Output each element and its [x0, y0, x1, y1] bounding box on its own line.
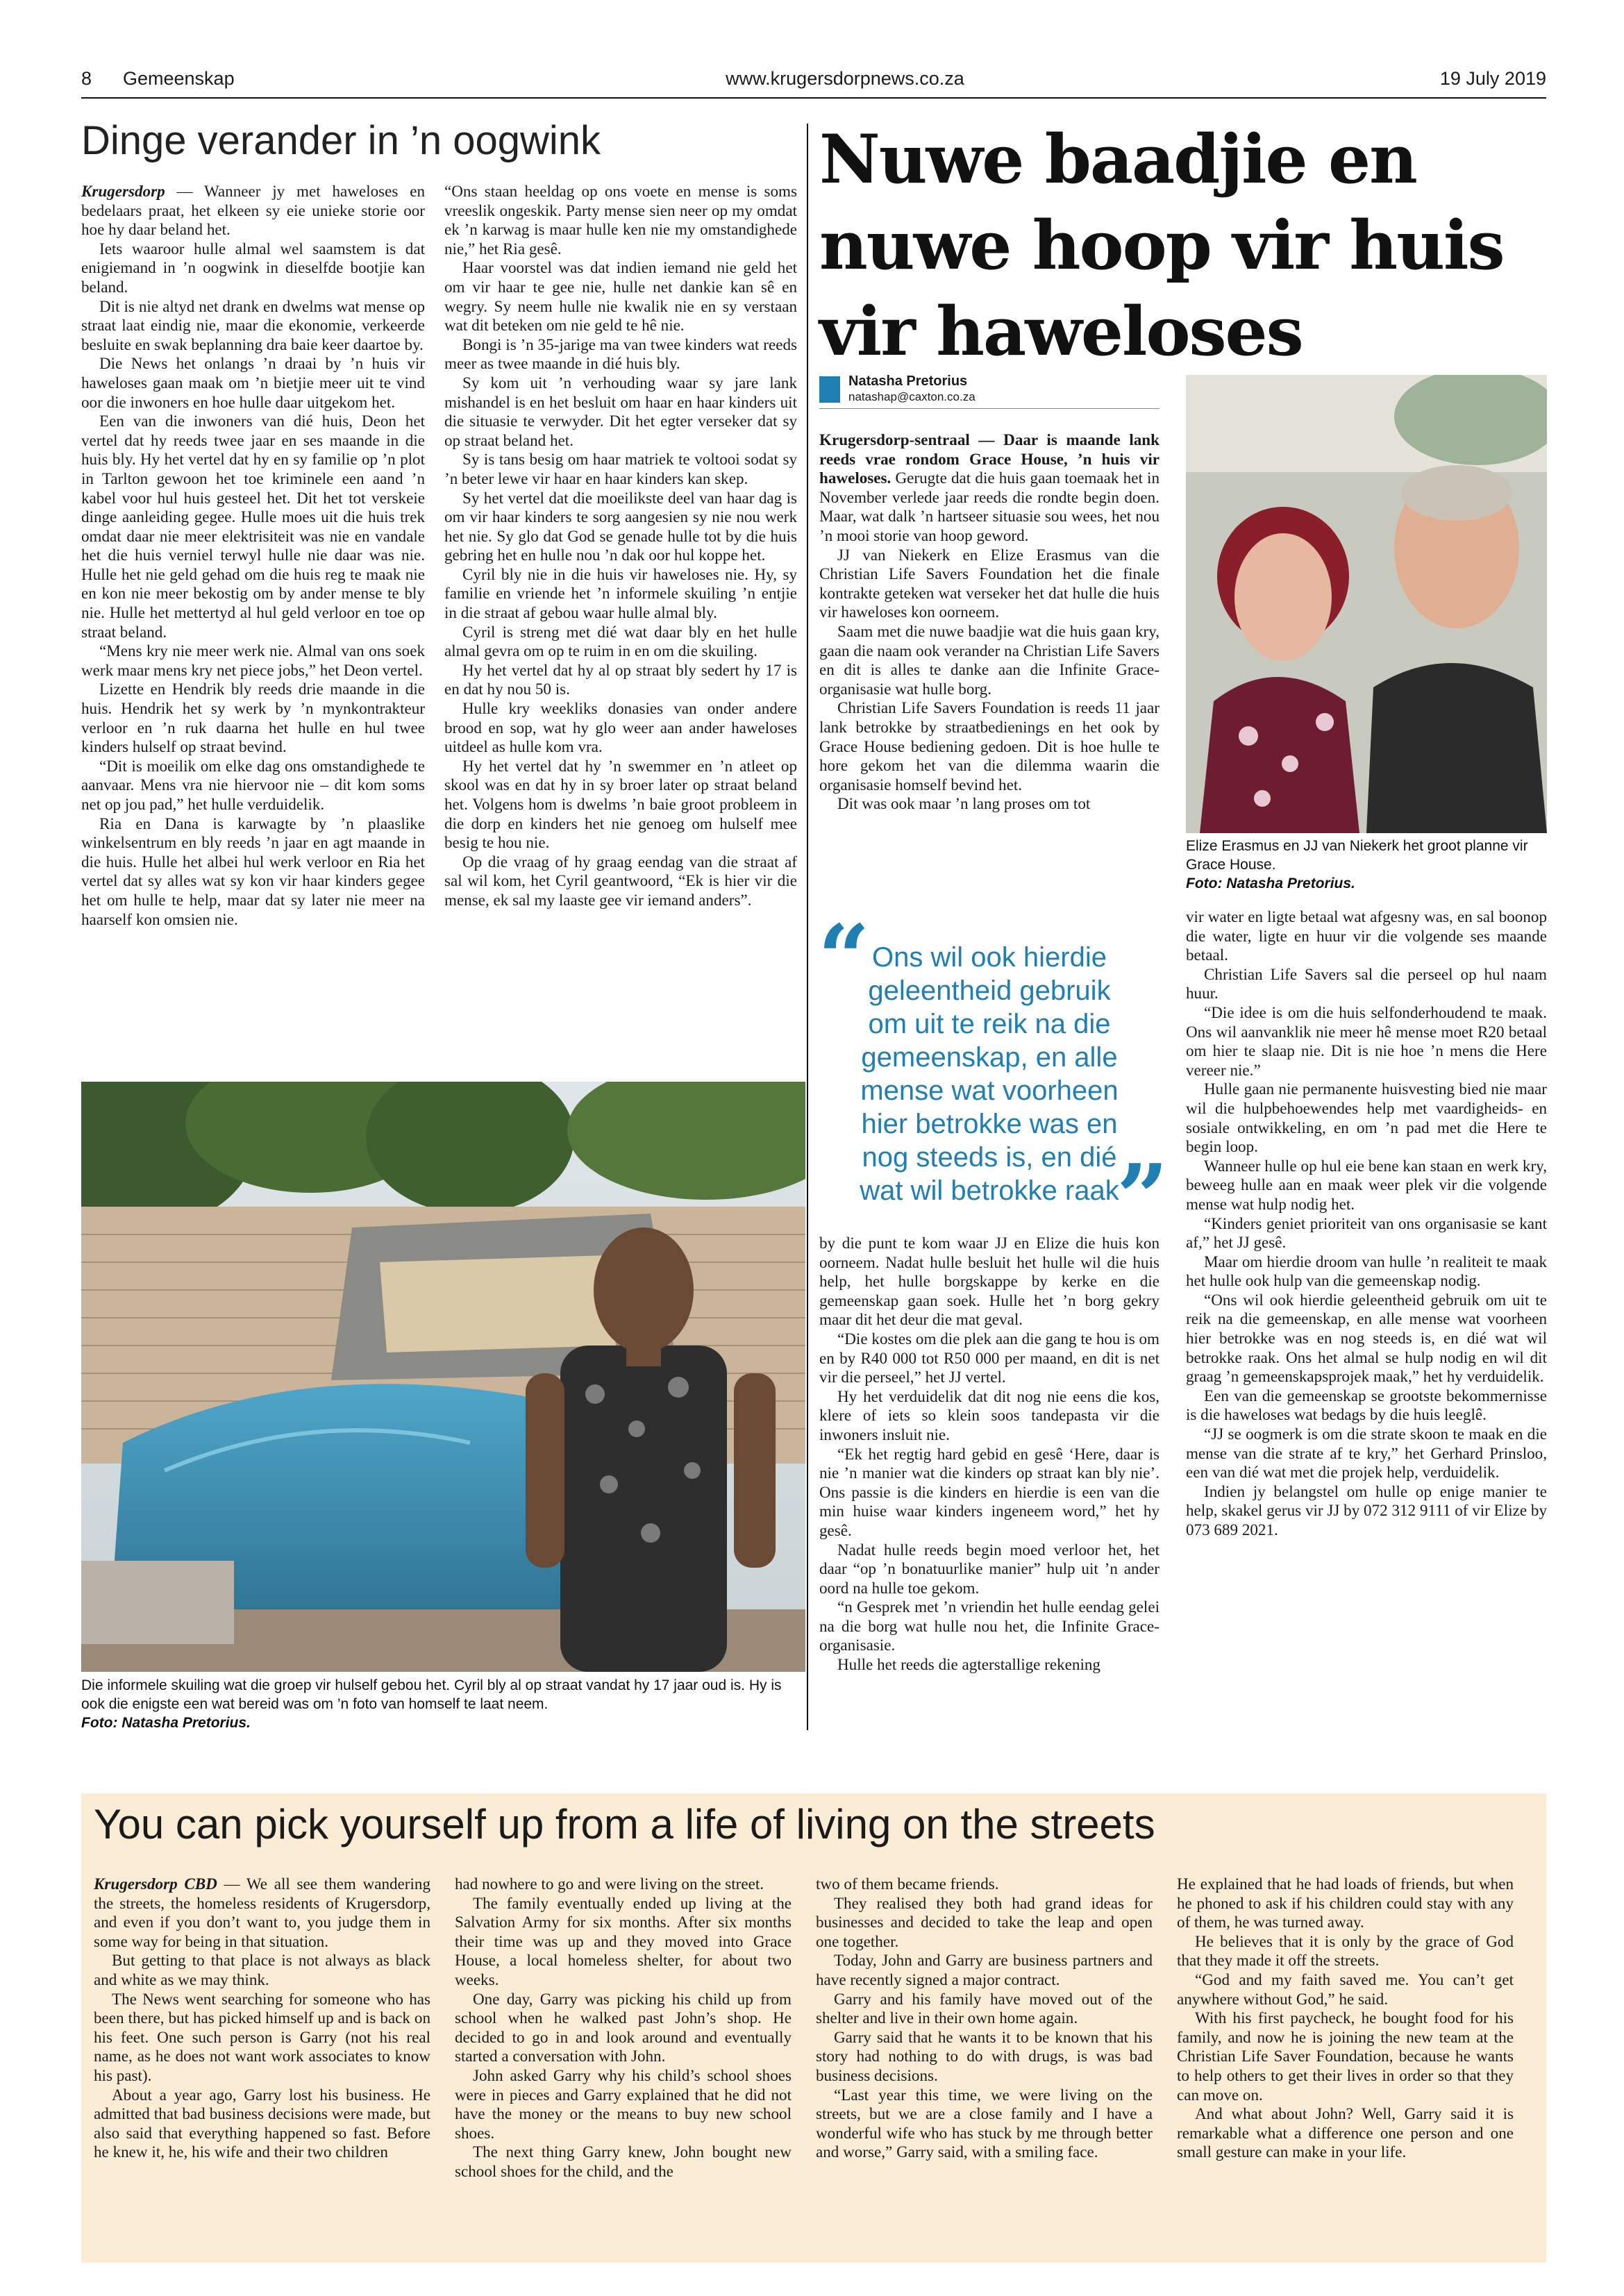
paragraph-text: John asked Garry why his child’s school shoes were in pieces and Garry explained that he did not have the money or the means to buy new school shoes. [455, 2065, 792, 2142]
paragraph-text: “Die kostes om die plek aan die gang te hou is om en by R40 000 tot R50 000 per maand, en dit is net vir die perseel,” het JJ vertel. [819, 1329, 1160, 1386]
paragraph [81, 757, 425, 814]
paragraph-text: Hy het vertel dat hy al op straat bly sedert hy 17 is en dat hy nou 50 is. [444, 660, 797, 698]
paragraph-text: Indien jy belangstel om hulle op enige manier te help, skakel gerus vir JJ by 072 312 9111 of vir Elize by 073 689 2021. [1186, 1482, 1547, 1539]
paragraph [455, 2143, 792, 2181]
right-article-column-b [1186, 907, 1547, 1737]
headline-line-1: Nuwe baadjie en [819, 120, 1416, 199]
paragraph-text: Saam met die nuwe baadjie wat die huis gaan kry, gaan die naam ook verander na Christian Life Savers en dit is alles te danke aan die Infinite Grace-organisasie wat hulle borg. [819, 621, 1160, 698]
paragraph-text: Garry and his family have moved out of the shelter and live in their own home again. [816, 1989, 1153, 2027]
section-name: Gemeenskap [123, 68, 235, 89]
paragraph [816, 2086, 1153, 2162]
paragraph [444, 853, 797, 910]
paragraph-text: Christian Life Savers Foundation is reeds 11 jaar lank betrokke by straatbedienings en het ook by Grace House bediening gedoen. Dit is hoe hulle te hore gekom het van die dilemma waarin die organisasie homself bevind het. [819, 698, 1160, 794]
paragraph-text: Haar voorstel was dat indien iemand nie geld het om vir haar te gee nie, hulle net dankie kan sê en wegry. Sy neem hulle nie kwalik nie en sy verstaan wat dit beteken om nie geld te hê nie. [444, 258, 797, 335]
paragraph-text: Christian Life Savers sal die perseel op hul naam huur. [1186, 964, 1547, 1003]
paragraph-text: Cyril bly nie in die huis vir haweloses nie. Hy, sy familie en vriende het ’n informele skuiling ’n entjie in die straat af gebou waar hulle almal bly. [444, 564, 797, 622]
couple-photo-image [1186, 375, 1547, 833]
paragraph [819, 1655, 1160, 1675]
paragraph-text: “Mens kry nie meer werk nie. Almal van ons soek werk maar mens kry net piece jobs,” het Deon vertel. [81, 642, 425, 679]
paragraph-text: Die News het onlangs ’n draai by ’n huis vir haweloses gaan maak om ’n bietjie meer uit te vind oor die inwoners en hoe hulle daar uitgekom het. [81, 354, 425, 411]
byline-square-icon [819, 376, 840, 403]
paragraph-text: Op die vraag of hy graag eendag van die straat af sal wil kom, het Cyril geantwoord, “Ek is hier vir die mense, ek sal my laaste gee vir iemand anders”. [444, 852, 797, 909]
paragraph [455, 1875, 792, 1894]
paragraph-lead: Krugersdorp-sentraal — Daar is maande lank reeds vrae rondom Grace House, ’n huis vir haweloses. [819, 430, 1160, 487]
paragraph-text: Hulle het reeds die agterstallige rekening [837, 1655, 1100, 1674]
paragraph [819, 698, 1160, 794]
paragraph [444, 757, 797, 853]
shelter-photo [81, 1082, 805, 1672]
paragraph [1186, 1080, 1547, 1156]
paragraph [1186, 1214, 1547, 1252]
header-rule [81, 97, 1546, 99]
paragraph-text: But getting to that place is not always as black and white as we may think. [94, 1951, 430, 1988]
close-quote-icon: ” [1116, 1144, 1169, 1250]
right-article-column-a-lower [819, 1234, 1160, 1735]
paragraph [819, 546, 1160, 622]
paragraph-text: “Ons wil ook hierdie geleentheid gebruik om uit te reik na die gemeenskap, en alle mense wat voorheen hier betrokke was en nog steeds is, en dié wat wil betrokke raak. Ons het almal se hulp nodig en wil dit graag ’n gemeenskapsprojek maak,” het hy verduidelik. [1186, 1290, 1547, 1386]
paragraph [455, 1990, 792, 2066]
open-quote-icon: “ [818, 905, 870, 1011]
paragraph-text: Dit is nie altyd net drank en dwelms wat mense op straat laat eindig nie, maar die ekonomie, verkeerde besluite en swak beplanning dra baie keer daartoe by. [81, 296, 425, 353]
paragraph [444, 489, 797, 565]
paragraph [444, 623, 797, 661]
paragraph-text: Hy het vertel dat hy ’n swemmer en ’n atleet op skool was en dat hy in sy broer later op straat beland het. Volgens hom is dwelms ’n baie groot probleem in die dorp en kinders het nie genoeg om hulself mee besig te hou nie. [444, 756, 797, 852]
paragraph-text: two of them became friends. [816, 1875, 999, 1893]
column-divider [807, 124, 808, 1730]
paragraph-text: Gerugte dat die huis gaan toemaak het in November verlede jaar reeds die rondte begin doen. Maar, wat dalk ’n hartseer situasie sou wees, het nou ’n mooi storie van hoop geword. [819, 469, 1160, 544]
paragraph-text: The next thing Garry knew, John bought new school shoes for the child, and the [455, 2143, 792, 2180]
paragraph [444, 450, 797, 488]
paragraph-text: “Dit is moeilik om elke dag ons omstandighede te aanvaar. Mens vra nie hiervoor nie – dit kom soms net op jou pad,” het hulle verduidelik. [81, 756, 425, 813]
couple-photo-caption-text: Elize Erasmus en JJ van Niekerk het groot planne vir Grace House. [1186, 838, 1528, 873]
paragraph-text: “n Gesprek met ’n vriendin het hulle eendag gelei na die borg wat hulle nou het, die Infinite Grace-organisasie. [819, 1598, 1160, 1654]
paragraph [444, 699, 797, 757]
paragraph [1186, 1291, 1547, 1386]
paragraph-text: — Wanneer jy met haweloses en bedelaars praat, het elkeen sy eie unieke storie oor hoe hy daar beland het. [81, 182, 425, 239]
paragraph-text: “Ons staan heeldag op ons voete en mense is soms vreeslik ongeskik. Party mense sien neer op my omdat ek ’n karwag is maar hulle ken nie my omstandighede nie,” het Ria gesê. [444, 182, 797, 258]
paragraph [444, 661, 797, 699]
paragraph-text: “Last year this time, we were living on the streets, but we are a close family and I have a wonderful wife who has stuck by me through better and worse,” Garry said, with a smiling face. [816, 2085, 1153, 2161]
paragraph-text: Lizette en Hendrik bly reeds drie maande in die huis. Hendrik het sy werk by ’n mynkontrakteur verloor en ’n ruk daarna het hulle en hul twee kinders hulself op straat bevind. [81, 680, 425, 756]
paragraph [816, 1875, 1153, 1894]
couple-photo [1186, 375, 1547, 833]
paragraph-text: And what about John? Well, Garry said it is remarkable what a difference one person and one small gesture can make in your life. [1177, 2104, 1514, 2161]
paragraph [816, 1951, 1153, 1989]
paragraph [1186, 907, 1547, 965]
paragraph-text: vir water en ligte betaal wat afgesny was, en sal boonop die water, ligte en huur vir die volgende ses maande betaal. [1186, 907, 1547, 964]
bottom-article-column-3 [816, 1875, 1153, 2261]
paragraph [81, 680, 425, 756]
paragraph [81, 642, 425, 680]
paragraph [81, 182, 425, 240]
paragraph [94, 2086, 430, 2162]
paragraph [819, 1541, 1160, 1598]
paragraph [81, 240, 425, 297]
right-article-headline [819, 117, 1548, 375]
shelter-photo-credit: Foto: Natasha Pretorius. [81, 1715, 251, 1731]
paragraph-text: He believes that it is only by the grace of God that they made it off the streets. [1177, 1932, 1514, 1970]
paragraph-text: Maar om hierdie droom van hulle ’n realiteit te maak het hulle ook hulp van die gemeenskap nodig. [1186, 1252, 1547, 1290]
paragraph [1177, 1932, 1514, 1970]
paragraph-text: Sy kom uit ’n verhouding waar sy jare lank mishandel is en het besluit om haar en haar kinders uit die situasie te verwyder. Dit het egter verseker dat sy op straat beland het. [444, 373, 797, 449]
paragraph-text: Nadat hulle reeds begin moed verloor het, het daar “op ’n bonatuurlike manier” hulp uit ’n ander oord na hulle toe gekom. [819, 1540, 1160, 1597]
paragraph-text: Dit was ook maar ’n lang proses om tot [837, 794, 1091, 813]
paragraph [455, 1894, 792, 1990]
paragraph-text: “Die idee is om die huis selfonderhoudend te maak. Ons wil aanvanklik nie meer hê mense moet R20 betaal om hier te slaap nie. Dit is nie hoe ’n mens die Here vereer nie.” [1186, 1003, 1547, 1079]
paragraph-text: Cyril is streng met dié wat daar bly en het hulle almal gevra om op te ruim in en om die skuiling. [444, 622, 797, 660]
paragraph [94, 1990, 430, 2086]
shelter-photo-caption-text: Die informele skuiling wat die groep vir hulself gebou het. Cyril bly al op straat vandat hy 17 jaar oud is. Hy is ook die enigste een wat bereid was om ’n foto van homself te laat neem. [81, 1677, 782, 1712]
paragraph [94, 1875, 430, 1951]
paragraph-lead: Krugersdorp [81, 182, 165, 200]
paragraph-text: Iets waaroor hulle almal wel saamstem is dat enigiemand in ’n oogwink in dieselfde bootjie kan beland. [81, 239, 425, 296]
paragraph [1186, 1157, 1547, 1214]
paragraph [444, 258, 797, 335]
paragraph [444, 374, 797, 450]
paragraph [1177, 2104, 1514, 2162]
paragraph-text: “Kinders geniet prioriteit van ons organisasie se kant af,” het JJ gesê. [1186, 1214, 1547, 1252]
couple-photo-caption [1186, 837, 1547, 893]
right-article-column-a-upper [819, 430, 1160, 910]
paragraph [819, 430, 1160, 546]
paragraph [444, 335, 797, 374]
page-header [81, 64, 1546, 94]
paragraph-text: by die punt te kom waar JJ en Elize die huis kon oorneem. Nadat hulle besluit het hulle wil die huis help, het hulle borgskappe by kerke en die gemeenskap gaan soek. Hulle het ’n borg gekry maar dit het deur die mat geval. [819, 1234, 1160, 1329]
paragraph-text: Hulle kry weekliks donasies van onder andere brood en sop, wat hy glo weer aan ander haweloses uitdeel as hulle kom vra. [444, 699, 797, 756]
paragraph [819, 1387, 1160, 1445]
left-article-headline: Dinge verander in ’n oogwink [81, 118, 601, 163]
issue-date: 19 July 2019 [1439, 68, 1546, 89]
shelter-photo-image [81, 1082, 805, 1672]
left-article-column-1 [81, 182, 425, 1071]
paragraph [819, 1598, 1160, 1655]
paragraph [819, 1445, 1160, 1541]
paragraph-lead: Krugersdorp CBD [94, 1875, 217, 1893]
paragraph-text: The News went searching for someone who has been there, but has picked himself up and is back on his feet. One such person is Garry (not his real name, as he does not want work associates to know his past). [94, 1989, 430, 2084]
paragraph-text: “JJ se oogmerk is om die strate skoon te maak en die mense van die strate af te kry,” het Gerhard Prinsloo, een van dié wat met die projek help, verduidelik. [1186, 1425, 1547, 1482]
byline-email[interactable]: natashap@caxton.co.za [848, 390, 976, 403]
paragraph [1177, 2009, 1514, 2104]
paragraph [819, 1234, 1160, 1330]
paragraph-text: “Ek het regtig hard gebid en gesê ‘Here, daar is nie ’n manier wat die kinders op straat kan bly nie’. Ons passie is die kinders en hierdie is een van die min huise waar kinders ingeneem word,” het hy gesê. [819, 1444, 1160, 1539]
bottom-article-column-1 [94, 1875, 430, 2261]
paragraph-text: — We all see them wandering the streets, the homeless residents of Krugersdorp, and even if you don’t want to, you judge them in some way for being in that situation. [94, 1875, 430, 1950]
paragraph [81, 412, 425, 642]
paragraph-text: He explained that he had loads of friends, but when he phoned to ask if his children could stay with any of them, he was turned away. [1177, 1875, 1514, 1932]
paragraph [81, 297, 425, 355]
paragraph-text: Een van die inwoners van dié huis, Deon het vertel dat hy reeds twee jaar en ses maande in die huis bly. Hy het vertel dat hy en sy familie op ’n plot in Tarlton gewoon het toe kriminele een aand ’n kabel voor hul huis gesteel het. Dit het tot verskeie dinge aanleiding gegee. Hulle moes uit die huis trek omdat daar nie meer elektrisiteit was nie en vandale het die huis verniel terwyl hulle nie daar was nie. Hulle het nie geld gehad om die huis reg te maak nie en kon nie meer bekostig om by ander mense te bly nie. Hulle het mettertyd al hul geld verloor en toe op straat beland. [81, 412, 425, 641]
paragraph-text: Hy het verduidelik dat dit nog nie eens die kos, klere of iets so klein soos tandepasta vir die inwoners insluit nie. [819, 1386, 1160, 1443]
paragraph-text: Sy is tans besig om haar matriek te voltooi sodat sy ’n beter lewe vir haar en haar kinders kan skep. [444, 450, 797, 487]
paragraph [1186, 1003, 1547, 1080]
paragraph-text: With his first paycheck, he bought food for his family, and now he is joining the new team at the Christian Life Saver Foundation, because he wants to help others to get their lives in order so that they can move on. [1177, 2009, 1514, 2104]
paragraph-text: “God and my faith saved me. You can’t get anywhere without God,” he said. [1177, 1970, 1514, 2008]
paragraph [94, 1951, 430, 1989]
paragraph-text: Bongi is ’n 35-jarige ma van twee kinders wat reeds meer as twee maande in dié huis bly. [444, 335, 797, 373]
paragraph [819, 1330, 1160, 1387]
headline-line-3: vir haweloses [819, 292, 1303, 371]
paragraph-text: They realised they both had grand ideas for businesses and decided to take the leap and open one together. [816, 1893, 1153, 1950]
paragraph-text: had nowhere to go and were living on the street. [455, 1875, 764, 1893]
paragraph [81, 354, 425, 412]
paragraph [444, 182, 797, 258]
paragraph [1186, 1425, 1547, 1482]
bottom-article-column-2 [455, 1875, 792, 2261]
paragraph-text: Today, John and Garry are business partners and have recently signed a major contract. [816, 1951, 1153, 1988]
paragraph-text: Garry said that he wants it to be known that his story had nothing to do with drugs, is was bad business decisions. [816, 2027, 1153, 2084]
page-number: 8 [81, 68, 92, 89]
paragraph-text: The family eventually ended up living at the Salvation Army for six months. After six months their time was up and they moved into Grace House, a local homeless shelter, for about two weeks. [455, 1893, 792, 1988]
paragraph [1177, 1875, 1514, 1932]
bottom-article-column-4 [1177, 1875, 1514, 2261]
paragraph [819, 622, 1160, 698]
paragraph [1177, 1970, 1514, 2009]
paragraph [1186, 1252, 1547, 1291]
paragraph-text: One day, Garry was picking his child up from school when he walked past John’s shop. He decided to go in and look around and eventually started a conversation with John. [455, 1989, 792, 2065]
paragraph-text: About a year ago, Garry lost his business. He admitted that bad business decisions were made, but also said that everything happened so fast. Before he knew it, he, his wife and their two children [94, 2085, 430, 2161]
paragraph [444, 565, 797, 623]
pull-quote: Ons wil ook hierdie geleentheid gebruik om uit te reik na die gemeenskap, en alle mense wat voorheen hier betrokke was en nog steeds is, en dié wat wil betrokke raak [860, 942, 1119, 1206]
paragraph [1186, 1386, 1547, 1425]
paragraph-text: Wanneer hulle op hul eie bene kan staan en werk kry, beweeg hulle aan en maak weer plek vir die volgende mense wat hulp nodig het. [1186, 1156, 1547, 1213]
paragraph [816, 1990, 1153, 2028]
paragraph [816, 2028, 1153, 2086]
paragraph-text: Sy het vertel dat die moeilikste deel van haar dag is om vir haar kinders te sorg aangesien sy nie nou werk het nie. Sy glo dat God se genade hulle tot by die huis gebring het en hulle nou ’n dak oor hul koppe het. [444, 488, 797, 564]
paragraph [816, 1894, 1153, 1952]
byline [819, 374, 1160, 409]
paragraph-text: JJ van Niekerk en Elize Erasmus van die Christian Life Savers Foundation het die finale kontrakte geteken wat verseker het dat hulle die huis vir haweloses kon oorneem. [819, 545, 1160, 621]
paragraph [1186, 965, 1547, 1003]
paragraph [1186, 1482, 1547, 1540]
paragraph [455, 2066, 792, 2143]
couple-photo-credit: Foto: Natasha Pretorius. [1186, 875, 1355, 891]
site-url[interactable]: www.krugersdorpnews.co.za [726, 68, 964, 89]
paragraph [819, 794, 1160, 814]
paragraph-text: Hulle gaan nie permanente huisvesting bied nie maar wil die hulpbehoewendes help met vaardigheids- en sosiale ontwikkeling, en om ’n pad met die Here te begin loop. [1186, 1080, 1547, 1156]
paragraph-text: Een van die gemeenskap se grootste bekommernisse is die haweloses wat bedags by die huis leeglê. [1186, 1386, 1547, 1424]
bottom-article-headline: You can pick yourself up from a life of living on the streets [94, 1801, 1155, 1847]
paragraph-text: Ria en Dana is karwagte by ’n plaaslike winkelsentrum en bly reeds ’n jaar en agt maande in die huis. Hulle het albei hul werk verloor en Ria het vertel dat sy alles wat sy kon vir haar kinders gegee het om hulle te help, maar dat sy later nie meer na haarself kon omsien nie. [81, 814, 425, 928]
left-article-column-2 [444, 182, 797, 1071]
byline-name: Natasha Pretorius [848, 374, 968, 389]
shelter-photo-caption [81, 1676, 796, 1732]
paragraph [81, 814, 425, 930]
headline-line-2: nuwe hoop vir huis [819, 206, 1504, 285]
